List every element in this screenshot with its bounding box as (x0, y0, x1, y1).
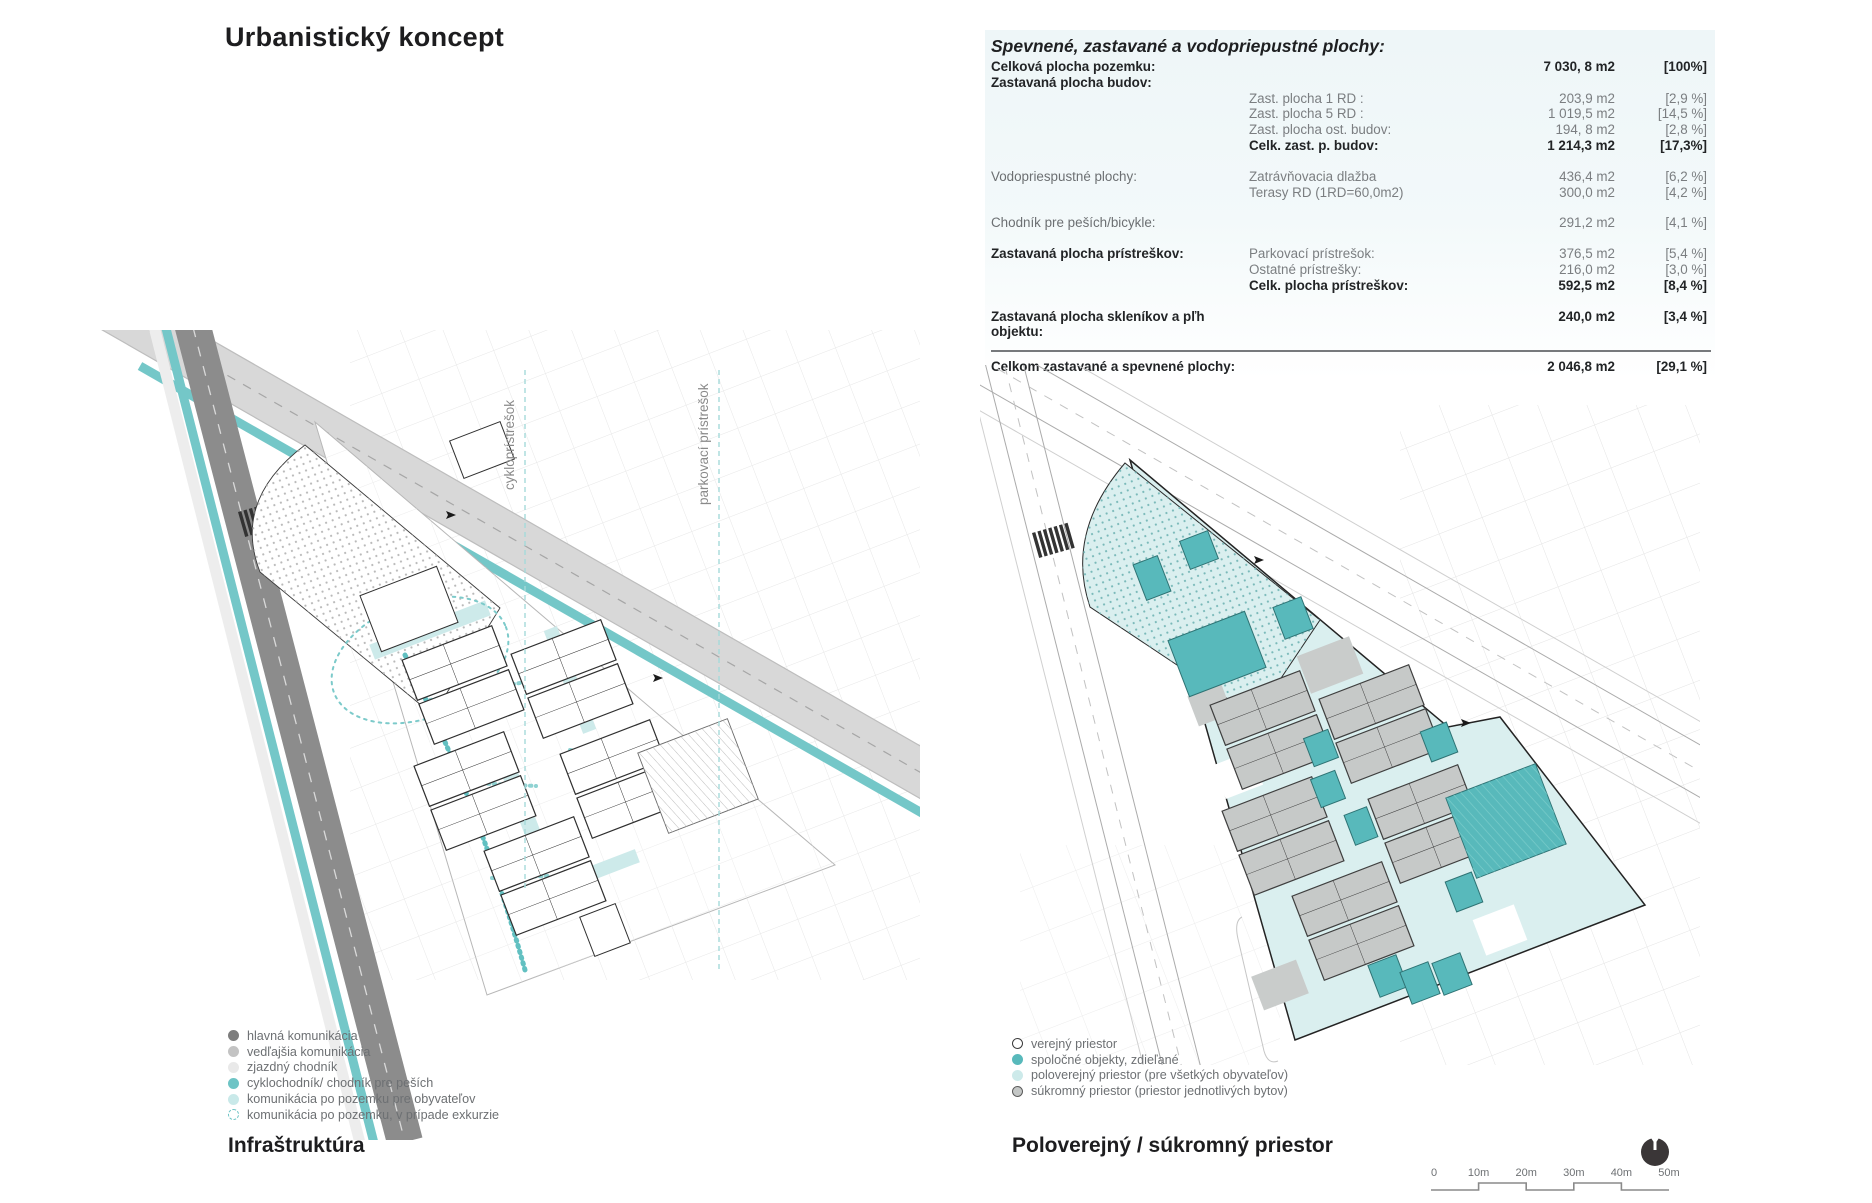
area-table-row: Zastavaná plocha prístreškov: Parkovací prístrešok: 376,5 m2 [5,4 %] (991, 246, 1707, 262)
north-icon (1641, 1138, 1669, 1166)
area-table-row: Celk. plocha prístreškov: 592,5 m2 [8,4 %] (1249, 277, 1707, 293)
legend-label: komunikácia po pozemku pre obyvateľov (247, 1092, 476, 1107)
legend-dot-icon (1012, 1070, 1023, 1081)
legend-item (1012, 1083, 1288, 1099)
legend-item (228, 1028, 499, 1044)
legend-item (1012, 1036, 1288, 1052)
legend-dot-icon (1012, 1038, 1023, 1049)
scale-tick: 20m (1515, 1167, 1537, 1179)
legend-label: verejný priestor (1031, 1036, 1118, 1051)
area-table-row: Ostatné prístrešky: 216,0 m2 [3,0 %] (1249, 261, 1707, 277)
area-table-row: Zastavaná plocha budov: (991, 74, 1152, 90)
legend-dot-icon (228, 1094, 239, 1105)
public-private-site-plan (980, 365, 1700, 1065)
legend-label: súkromný priestor (priestor jednotlivých bytov) (1031, 1084, 1288, 1099)
label-cyklopristresok: cykloprístrešok (502, 399, 517, 490)
arrow-icon (1254, 556, 1264, 564)
legend-dot-icon (228, 1078, 239, 1089)
scale-tick: 40m (1610, 1167, 1633, 1179)
infrastructure-site-plan (100, 330, 920, 1140)
legend-item (228, 1107, 499, 1123)
page-title: Urbanistický koncept (225, 22, 505, 52)
background-grid (1020, 845, 1280, 1065)
scale-bar (1425, 1138, 1685, 1203)
area-table-row: Zast. plocha 5 RD : 1 019,5 m2 [14,5 %] (1249, 106, 1707, 122)
legend-item (228, 1044, 499, 1060)
area-table-row: Terasy RD (1RD=60,0m2) 300,0 m2 [4,2 %] (1249, 184, 1707, 200)
label-parkovaci-pristresok: parkovací prístrešok (696, 383, 711, 505)
legend-item (228, 1060, 499, 1076)
area-table-row: Celková plocha pozemku: 7 030, 8 m2 [100%] (991, 59, 1707, 74)
area-table-rows (991, 59, 1711, 375)
scale-stepped-line (1431, 1183, 1669, 1190)
legend-label: vedľajšia komunikácia (247, 1044, 371, 1059)
scale-tick: 10m (1467, 1167, 1490, 1179)
caption-infrastructure: Infraštruktúra (228, 1134, 365, 1157)
legend-dot-icon (228, 1062, 239, 1073)
scale-tick-labels (1431, 1167, 1680, 1179)
legend-dot-icon (1012, 1054, 1023, 1065)
area-table (985, 30, 1715, 379)
legend-label: zjazdný chodník (247, 1060, 338, 1075)
legend-item (1012, 1068, 1288, 1084)
legend-dot-icon (228, 1046, 239, 1057)
area-table-row: Zastavaná plocha skleníkov a pľh objektu: 240,0 m2 [3,4 %] (991, 308, 1707, 340)
legend-label: poloverejný priestor (pre všetkých obyvateľov) (1031, 1068, 1289, 1083)
area-table-row: Celkom zastavané a spevnené plochy: 2 046,8 m2 [29,1 %] (991, 350, 1711, 375)
legend-dot-icon (228, 1030, 239, 1041)
scale-tick: 30m (1563, 1167, 1585, 1179)
area-table-row: Zast. plocha ost. budov: 194, 8 m2 [2,8 %] (1249, 122, 1707, 138)
area-table-row: Celk. zast. p. budov: 1 214,3 m2 [17,3%] (1249, 137, 1707, 153)
caption-public-private: Poloverejný / súkromný priestor (1012, 1134, 1333, 1157)
area-table-row: Chodník pre peších/bicykle: 291,2 m2 [4,1 %] (991, 215, 1707, 231)
legend-infrastructure (228, 1028, 499, 1123)
scale-tick: 0 (1431, 1167, 1438, 1179)
legend-label: komunikácia po pozemku, v prípade exkurzie (247, 1107, 500, 1122)
legend-item (1012, 1052, 1288, 1068)
legend-public-private (1012, 1036, 1288, 1099)
area-table-row: Zast. plocha 1 RD : 203,9 m2 [2,9 %] (1249, 90, 1707, 106)
area-table-title: Spevnené, zastavané a vodopriepustné plochy: (991, 36, 1385, 56)
legend-dot-icon (228, 1109, 239, 1120)
legend-dot-icon (1012, 1086, 1023, 1097)
legend-label: spoločné objekty, zdieľané (1031, 1052, 1179, 1067)
legend-item (228, 1091, 499, 1107)
area-table-row: Vodopriespustné plochy: Zatrávňovacia dlažba 436,4 m2 [6,2 %] (991, 168, 1707, 184)
legend-item (228, 1075, 499, 1091)
scale-tick: 50m (1658, 1167, 1680, 1179)
legend-label: hlavná komunikácia (247, 1028, 358, 1043)
legend-label: cyklochodník/ chodník pre peších (247, 1076, 434, 1091)
